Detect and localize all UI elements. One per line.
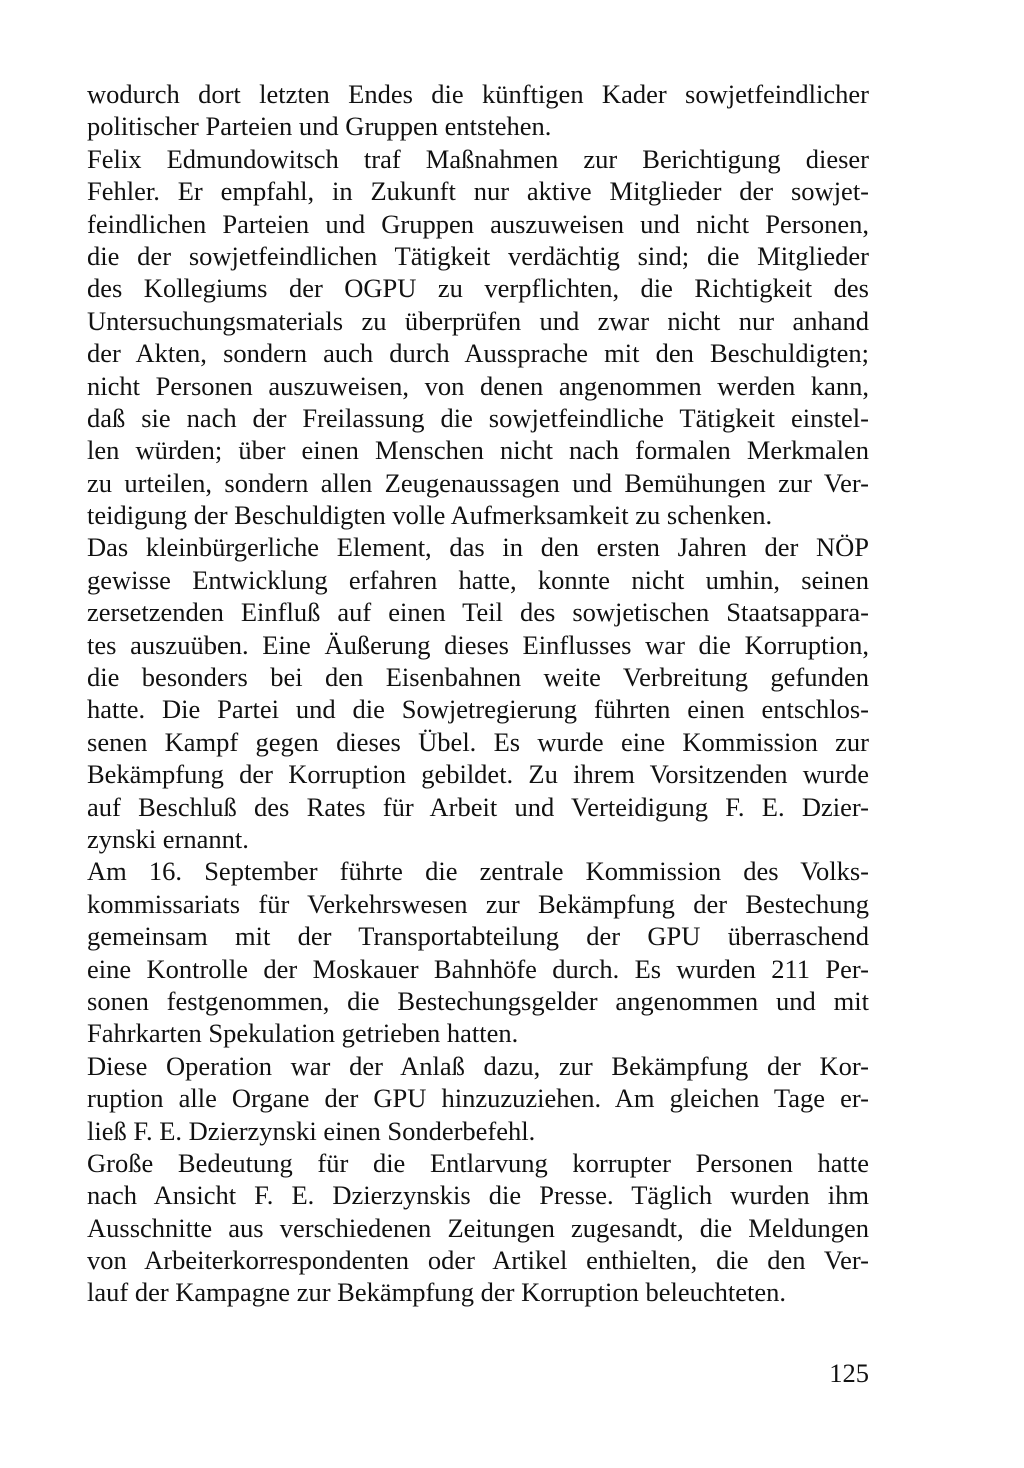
text-line: Fahrkarten Spekulation getrieben hatten. bbox=[87, 1018, 519, 1049]
text-line: die besonders bei den Eisenbahnen weite Verbreitung gefunden bbox=[87, 662, 869, 693]
text-line: gemeinsam mit der Transportabteilung der GPU überraschend bbox=[87, 921, 869, 952]
text-line: Das kleinbürgerliche Element, das in den ersten Jahren der NÖP bbox=[87, 532, 869, 563]
text-line: Bekämpfung der Korruption gebildet. Zu ihrem Vorsitzenden wurde bbox=[87, 759, 869, 790]
text-line: Große Bedeutung für die Entlarvung korrupter Personen hatte bbox=[87, 1147, 869, 1178]
text-line: Fehler. Er empfahl, in Zukunft nur aktive Mitglieder der sowjet- bbox=[87, 176, 869, 207]
text-line: Ausschnitte aus verschiedenen Zeitungen zugesandt, die Meldungen bbox=[87, 1212, 869, 1243]
paragraph bbox=[87, 855, 869, 1049]
text-line: feindlichen Parteien und Gruppen auszuweisen und nicht Personen, bbox=[87, 208, 869, 239]
text-line: die der sowjetfeindlichen Tätigkeit verdächtig sind; die Mitglieder bbox=[87, 240, 869, 271]
text-line: kommissariats für Verkehrswesen zur Bekämpfung der Bestechung bbox=[87, 888, 869, 919]
text-line: ruption alle Organe der GPU hinzuzuziehen. Am gleichen Tage er- bbox=[87, 1083, 869, 1114]
text-line: daß sie nach der Freilassung die sowjetfeindliche Tätigkeit einstel- bbox=[87, 402, 869, 433]
text-line: lauf der Kampagne zur Bekämpfung der Korruption beleuchteten. bbox=[87, 1277, 787, 1308]
body-text bbox=[87, 78, 869, 1309]
text-line: teidigung der Beschuldigten volle Aufmerksamkeit zu schenken. bbox=[87, 500, 773, 531]
text-line: Am 16. September führte die zentrale Kommission des Volks- bbox=[87, 856, 869, 887]
text-line: zu urteilen, sondern allen Zeugenaussagen und Bemühungen zur Ver- bbox=[87, 467, 869, 498]
text-line: auf Beschluß des Rates für Arbeit und Verteidigung F. E. Dzier- bbox=[87, 791, 869, 822]
text-line: des Kollegiums der OGPU zu verpflichten, die Richtigkeit des bbox=[87, 273, 869, 304]
text-line: sonen festgenommen, die Bestechungsgelder angenommen und mit bbox=[87, 985, 869, 1016]
text-line: Untersuchungsmaterials zu überprüfen und zwar nicht nur anhand bbox=[87, 305, 869, 336]
text-line: tes auszuüben. Eine Äußerung dieses Einflusses war die Korruption, bbox=[87, 629, 869, 660]
text-line: Felix Edmundowitsch traf Maßnahmen zur Berichtigung dieser bbox=[87, 143, 869, 174]
paragraph bbox=[87, 78, 869, 143]
text-line: nach Ansicht F. E. Dzierzynskis die Presse. Täglich wurden ihm bbox=[87, 1180, 869, 1211]
text-line: senen Kampf gegen dieses Übel. Es wurde eine Kommission zur bbox=[87, 726, 869, 757]
text-line: ließ F. E. Dzierzynski einen Sonderbefehl. bbox=[87, 1115, 536, 1146]
text-line: gewisse Entwicklung erfahren hatte, konnte nicht umhin, seinen bbox=[87, 564, 869, 595]
text-line: nicht Personen auszuweisen, von denen angenommen werden kann, bbox=[87, 370, 869, 401]
text-line: der Akten, sondern auch durch Aussprache mit den Beschuldigten; bbox=[87, 338, 869, 369]
paragraph bbox=[87, 531, 869, 855]
paragraph bbox=[87, 143, 869, 532]
text-line: politischer Parteien und Gruppen entstehen. bbox=[87, 111, 552, 142]
text-line: Diese Operation war der Anlaß dazu, zur Bekämpfung der Kor- bbox=[87, 1050, 869, 1081]
text-line: zynski ernannt. bbox=[87, 823, 249, 854]
text-line: zersetzenden Einfluß auf einen Teil des sowjetischen Staatsappara- bbox=[87, 597, 869, 628]
text-line: len würden; über einen Menschen nicht nach formalen Merkmalen bbox=[87, 435, 869, 466]
text-line: wodurch dort letzten Endes die künftigen Kader sowjetfeindlicher bbox=[87, 79, 869, 109]
text-line: von Arbeiterkorrespondenten oder Artikel enthielten, die den Ver- bbox=[87, 1245, 869, 1276]
paragraph bbox=[87, 1147, 869, 1309]
text-line: hatte. Die Partei und die Sowjetregierung führten einen entschlos- bbox=[87, 694, 869, 725]
page-number: 125 bbox=[829, 1358, 869, 1388]
text-line: eine Kontrolle der Moskauer Bahnhöfe durch. Es wurden 211 Per- bbox=[87, 953, 869, 984]
paragraph bbox=[87, 1050, 869, 1147]
